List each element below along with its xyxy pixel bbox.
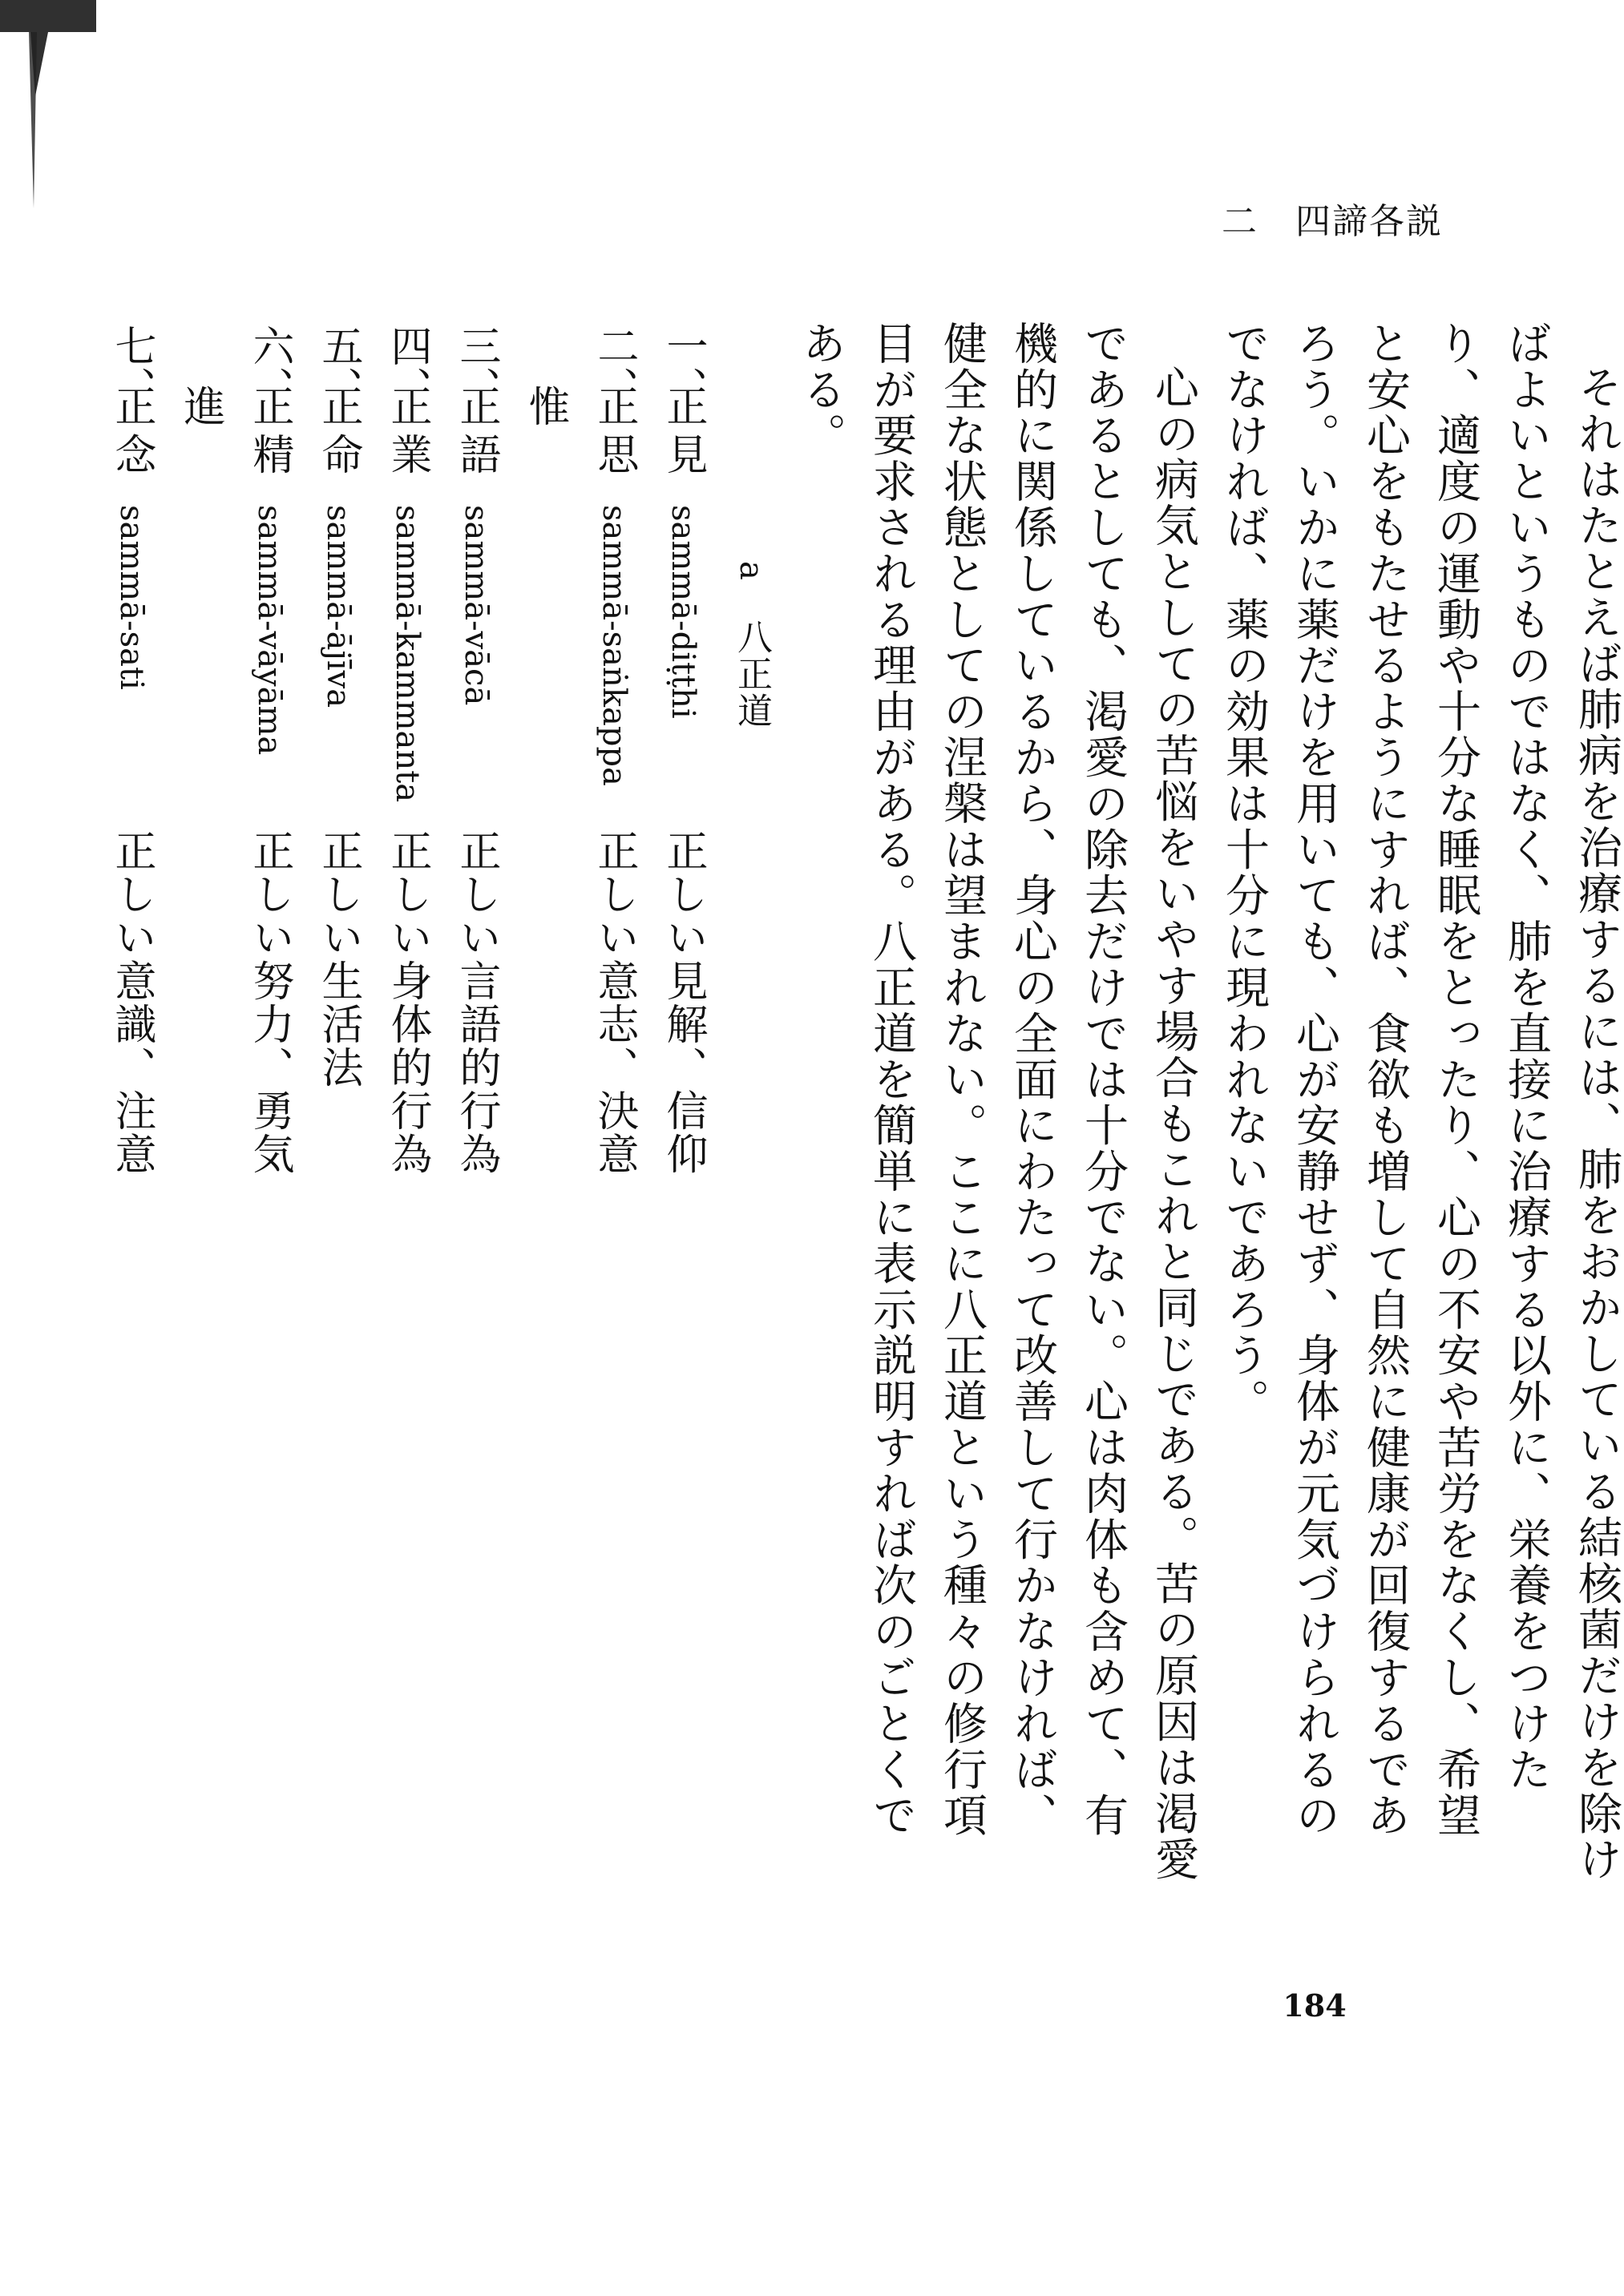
item-pali: sammā-vāyāma xyxy=(251,505,288,756)
item-pali: sammā-sati xyxy=(113,505,150,690)
list-item xyxy=(511,325,648,1286)
item-pali: sammā-saṅkappa xyxy=(596,505,632,786)
section-letter: a xyxy=(733,561,770,582)
list-item xyxy=(373,325,442,1286)
item-pali: sammā-vācā xyxy=(458,505,495,706)
paragraph-2: 心の病気としての苦悩をいやす場合もこれと同じである。苦の原因は渇愛であるとしても、渇愛の除去だけでは十分でない。心は肉体も含めて、有機的に関係しているから、身心の全面にわたって改善して行かなければ、健全な状態としての涅槃は望まれない。ここに八正道という種々の修行項目が要求される理由がある。八正道を簡単に表示説明すれば次のごとくである。 xyxy=(795,321,1199,1883)
list-item xyxy=(304,325,373,1286)
item-meaning: 正しい言語的行為 xyxy=(452,829,500,1176)
item-term: 正見 xyxy=(659,385,707,481)
eightfold-path-list xyxy=(107,325,717,1286)
item-meaning: 正しい努力、勇気 xyxy=(245,829,293,1176)
item-term: 正語 xyxy=(452,385,500,481)
item-number: 七、 xyxy=(107,325,156,408)
list-item xyxy=(648,325,717,1286)
item-term: 正業 xyxy=(383,385,431,481)
item-meaning: 正しい意志、決意 xyxy=(590,829,638,1176)
item-term: 正念 xyxy=(107,385,156,481)
item-meaning: 正しい生活法 xyxy=(314,829,362,1089)
running-head: 二 四諦各説 xyxy=(1222,201,1443,242)
item-number: 二、 xyxy=(590,325,638,408)
item-number: 三、 xyxy=(452,325,500,408)
list-item xyxy=(166,325,304,1286)
item-pali: sammā-ājīva xyxy=(320,505,357,708)
item-meaning: 正しい見解、信仰 xyxy=(659,829,707,1176)
paragraph-1: それはたとえば肺病を治療するには、肺をおかしている結核菌だけを除けばよいというものではなく、肺を直接に治療する以外に、栄養をつけたり、適度の運動や十分な睡眠をとったり、心の不安や苦労をなくし、希望と安心をもたせるようにすれば、食欲も増して自然に健康が回復するであろう。いかに薬だけを用いても、心が安静せず、身体が元気づけられるのでなければ、薬の効果は十分に現われないであろう。 xyxy=(1218,321,1622,1883)
section-heading xyxy=(725,561,777,729)
item-number: 一、 xyxy=(659,325,707,408)
section-title: 八正道 xyxy=(731,618,772,729)
list-item xyxy=(442,325,511,1286)
item-meaning: 正しい意識、注意 xyxy=(107,829,156,1176)
item-meaning: 正しい身体的行為 xyxy=(383,829,431,1176)
page-number: 184 xyxy=(1283,1987,1347,2024)
item-term: 正命 xyxy=(314,385,362,481)
item-number: 六、 xyxy=(245,325,293,408)
item-number: 四、 xyxy=(383,325,431,408)
item-pali: sammā-diṭṭhi xyxy=(665,505,701,719)
item-number: 五、 xyxy=(314,325,362,408)
item-pali: sammā-kammanta xyxy=(389,505,426,803)
item-term: 正思惟 xyxy=(521,385,638,481)
item-term: 正精進 xyxy=(176,385,293,481)
list-item xyxy=(97,325,166,1286)
body-text xyxy=(786,321,1624,1883)
